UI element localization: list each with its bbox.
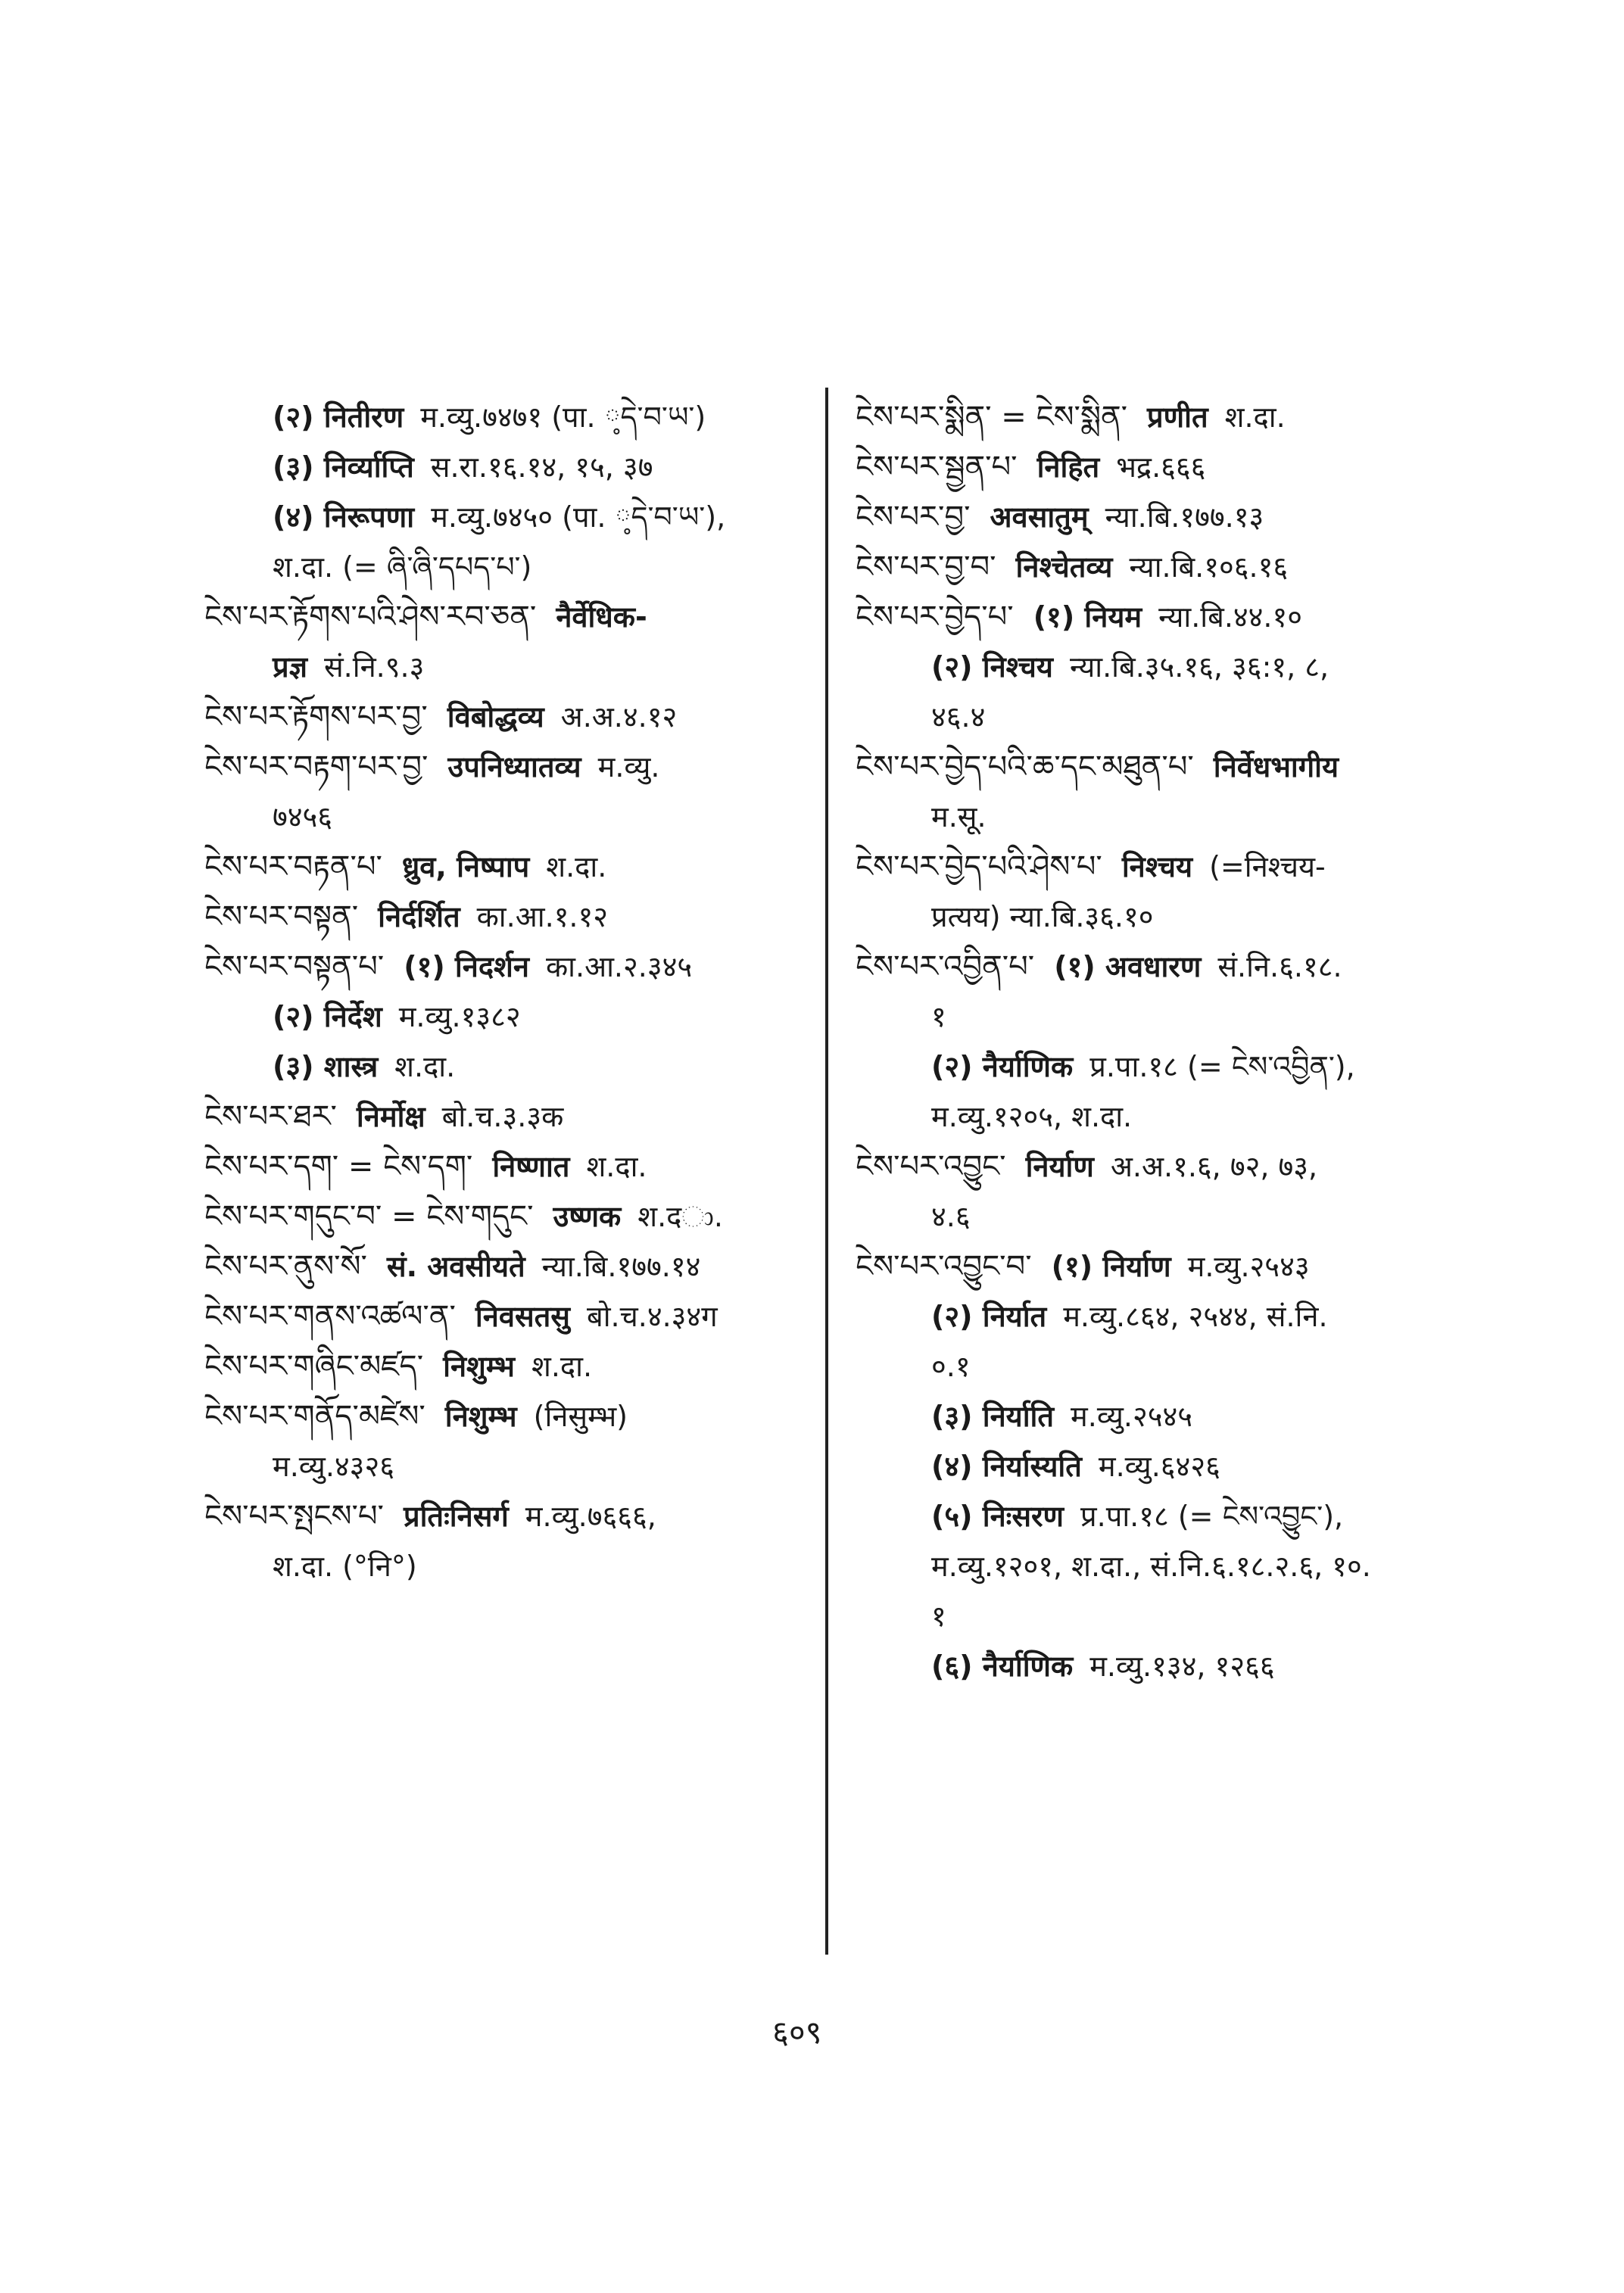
dictionary-line: [204, 1491, 803, 1541]
tibetan-term: ངེས་པར་གདུང་བ་ = ངེས་གདུང་: [204, 1199, 534, 1234]
dictionary-line: [856, 1042, 1461, 1092]
sanskrit-equivalent: प्रणीत: [1147, 400, 1208, 434]
dictionary-line: [856, 542, 1461, 592]
dictionary-line: [856, 1092, 1461, 1142]
tibetan-term: ངེས་པར་སྨིན་ = ངེས་སྨིན་: [856, 400, 1128, 435]
sanskrit-equivalent: निर्वेधभागीय: [1213, 750, 1339, 784]
source-reference: १: [931, 1000, 946, 1033]
dictionary-line: [856, 842, 1461, 892]
dictionary-line: [204, 1092, 803, 1142]
dictionary-line: [204, 1042, 803, 1092]
dictionary-line: [856, 1142, 1461, 1192]
source-reference: ७४५६: [273, 800, 333, 833]
source-reference: न्या.बि.१०६.१६: [1129, 550, 1289, 584]
right-column: [856, 392, 1461, 1691]
sanskrit-equivalent: निर्दर्शित: [378, 900, 460, 933]
sanskrit-equivalent: (२) निर्देश: [273, 1000, 382, 1033]
dictionary-line: [204, 792, 803, 842]
dictionary-line: [856, 792, 1461, 842]
sanskrit-equivalent: (५) निःसरण: [931, 1500, 1064, 1533]
tibetan-term: ངེས་པར་དག་ = ངེས་དག་: [204, 1149, 473, 1184]
dictionary-line: [856, 1192, 1461, 1242]
sanskrit-equivalent: निश्चेतव्य: [1015, 550, 1113, 584]
source-reference: (=निश्चय-: [1209, 850, 1326, 883]
dictionary-line: [204, 692, 803, 742]
source-reference: म.व्यु.: [597, 750, 660, 784]
tibetan-term: ངེས་པར་བརྟག་པར་བྱ་: [204, 749, 429, 784]
dictionary-line: [856, 1341, 1461, 1391]
sanskrit-equivalent: अवसातुम्: [990, 500, 1089, 534]
source-reference: अ.अ.१.६, ७२, ७३,: [1110, 1150, 1318, 1183]
sanskrit-equivalent: (१) निदर्शन: [404, 950, 529, 983]
tibetan-term: ངེས་པར་གནོད་མཛེས་: [204, 1399, 425, 1434]
tibetan-term: ངེས་པར་ནུས་སོ་: [204, 1249, 367, 1284]
sanskrit-equivalent: (१) निर्याण: [1051, 1250, 1171, 1283]
source-reference: बो.च.४.३४ग: [587, 1300, 718, 1333]
sanskrit-equivalent: (४) निर्यास्यति: [931, 1450, 1082, 1483]
source-reference: म.व्यु.७४५० (पा. ༷དེ་བ་ཡ་),: [431, 500, 726, 534]
dictionary-line: [856, 1641, 1461, 1691]
source-reference: श.दा.: [1224, 400, 1286, 434]
sanskrit-equivalent: विबोद्धव्य: [447, 700, 544, 734]
sanskrit-equivalent: प्रतिःनिसर्ग: [403, 1500, 509, 1533]
tibetan-term: ངེས་པར་བརྟན་པ་: [204, 849, 382, 884]
tibetan-term: ངེས་པར་བྱེད་པའི་ཆ་དང་མཐུན་པ་: [856, 749, 1194, 784]
source-reference: श.दा.: [394, 1050, 456, 1083]
tibetan-term: ངེས་པར་སྤངས་པ་: [204, 1499, 384, 1534]
dictionary-line: [204, 492, 803, 542]
dictionary-line: [856, 1291, 1461, 1341]
sanskrit-equivalent: प्रज्ञ: [273, 650, 307, 684]
source-reference: प्र.पा.१८ (= ངེས་འབྱུང་),: [1080, 1500, 1344, 1533]
dictionary-line: [204, 1541, 803, 1591]
source-reference: म.व्यु.१३४, १२६६: [1089, 1650, 1275, 1683]
dictionary-line: [204, 1142, 803, 1192]
source-reference: ४६.४: [931, 700, 986, 734]
dictionary-line: [204, 1341, 803, 1391]
left-column: [204, 392, 803, 1591]
dictionary-line: [856, 392, 1461, 442]
sanskrit-equivalent: (२) नैर्याणिक: [931, 1050, 1074, 1083]
source-reference: सं.नि.६.१८.: [1217, 950, 1342, 983]
dictionary-line: [856, 642, 1461, 692]
sanskrit-equivalent: (१) अवधारण: [1054, 950, 1202, 983]
sanskrit-equivalent: (३) निर्याति: [931, 1400, 1055, 1433]
dictionary-line: [856, 1491, 1461, 1541]
sanskrit-equivalent: (६) नैर्याणिक: [931, 1650, 1074, 1683]
source-reference: (निसुम्भ): [533, 1400, 628, 1433]
source-reference: म.सू.: [931, 800, 987, 833]
source-reference: न्या.बि.१७७.१३: [1105, 500, 1264, 534]
sanskrit-equivalent: निहित: [1036, 450, 1100, 484]
sanskrit-equivalent: ध्रुव, निष्पाप: [401, 850, 530, 883]
source-reference: न्या.बि.३५.१६, ३६:१, ८,: [1069, 650, 1329, 684]
sanskrit-equivalent: निर्याण: [1025, 1150, 1094, 1183]
source-reference: श.दा. (= ཞི་ཞི་དཔད་པ་): [273, 550, 532, 584]
tibetan-term: ངེས་པར་བྱེད་པའི་ཤེས་པ་: [856, 849, 1102, 884]
tibetan-term: ངེས་པར་བསྟན་: [204, 899, 359, 934]
dictionary-line: [204, 542, 803, 592]
tibetan-term: ངེས་པར་རྟོགས་པར་བྱ་: [204, 699, 428, 734]
dictionary-line: [204, 892, 803, 942]
sanskrit-equivalent: निशुम्भ: [444, 1400, 517, 1433]
sanskrit-equivalent: (२) निर्यात: [931, 1300, 1047, 1333]
dictionary-line: [204, 442, 803, 492]
dictionary-line: [856, 892, 1461, 942]
source-reference: श.दा.: [586, 1150, 647, 1183]
dictionary-line: [204, 992, 803, 1042]
dictionary-line: [856, 1441, 1461, 1491]
sanskrit-equivalent: निष्णात: [492, 1150, 570, 1183]
sanskrit-equivalent: नैर्वेधिक-: [556, 600, 647, 634]
dictionary-line: [856, 442, 1461, 492]
source-reference: सं.नि.९.३: [323, 650, 425, 684]
source-reference: म.व्यु.२५४३: [1187, 1250, 1310, 1283]
dictionary-line: [204, 942, 803, 992]
source-reference: म.व्यु.१२०१, श.दा., सं.नि.६.१८.२.६, १०.: [931, 1550, 1371, 1583]
dictionary-line: [204, 592, 803, 642]
dictionary-line: [204, 1192, 803, 1242]
sanskrit-equivalent: निशुम्भ: [443, 1350, 516, 1383]
tibetan-term: ངེས་པར་འབྱུང་: [856, 1149, 1006, 1184]
tibetan-term: ངེས་པར་ཐར་: [204, 1099, 337, 1134]
sanskrit-equivalent: (३) शास्त्र: [273, 1050, 379, 1083]
source-reference: म.व्यु.७६६६,: [525, 1500, 656, 1533]
sanskrit-equivalent: (२) नितीरण: [273, 400, 404, 434]
source-reference: न्या.बि.१७७.१४: [541, 1250, 701, 1283]
dictionary-line: [204, 1242, 803, 1291]
tibetan-term: ངེས་པར་བྱེད་པ་: [856, 600, 1014, 634]
sanskrit-equivalent: सं. अवसीयते: [386, 1250, 525, 1283]
source-reference: म.व्यु.८६४, २५४४, सं.नि.: [1063, 1300, 1328, 1333]
source-reference: अ.अ.४.१२: [560, 700, 678, 734]
source-reference: ०.१: [931, 1350, 971, 1383]
sanskrit-equivalent: (४) निरूपणा: [273, 500, 415, 534]
dictionary-line: [204, 392, 803, 442]
tibetan-term: ངེས་པར་སྦྱན་པ་: [856, 450, 1018, 484]
source-reference: ४.६: [931, 1200, 971, 1233]
dictionary-line: [856, 942, 1461, 992]
dictionary-line: [204, 1291, 803, 1341]
source-reference: बो.च.३.३क: [441, 1100, 564, 1133]
tibetan-term: ངེས་པར་བྱ་བ་: [856, 550, 996, 584]
dictionary-line: [204, 842, 803, 892]
source-reference: श.दා.: [637, 1200, 723, 1233]
source-reference: स.रा.१६.१४, १५, ३७: [430, 450, 653, 484]
sanskrit-equivalent: उष्णक: [553, 1200, 622, 1233]
dictionary-line: [856, 692, 1461, 742]
tibetan-term: ངེས་པར་འབྱིན་པ་: [856, 949, 1035, 984]
column-divider: [825, 388, 828, 1955]
source-reference: म.व्यु.१२०५, श.दा.: [931, 1100, 1133, 1133]
source-reference: म.व्यु.२५४५: [1071, 1400, 1193, 1433]
source-reference: प्रत्यय) न्या.बि.३६.१०: [931, 900, 1154, 933]
source-reference: न्या.बि.४४.१०: [1158, 600, 1303, 634]
dictionary-line: [856, 592, 1461, 642]
source-reference: श.दा. (°नि°): [273, 1550, 417, 1583]
sanskrit-equivalent: उपनिध्यातव्य: [447, 750, 581, 784]
dictionary-line: [204, 742, 803, 792]
dictionary-line: [856, 1541, 1461, 1591]
tibetan-term: ངེས་པར་གཞིང་མཛད་: [204, 1349, 424, 1384]
sanskrit-equivalent: निवसतसु: [475, 1300, 570, 1333]
tibetan-term: ངེས་པར་བསྟན་པ་: [204, 949, 385, 984]
dictionary-line: [204, 642, 803, 692]
source-reference: म.व्यु.१३८२: [398, 1000, 521, 1033]
sanskrit-equivalent: निश्चय: [1121, 850, 1193, 883]
dictionary-line: [856, 1242, 1461, 1291]
dictionary-line: [856, 992, 1461, 1042]
source-reference: श.दा.: [531, 1350, 593, 1383]
dictionary-line: [204, 1441, 803, 1491]
source-reference: श.दा.: [546, 850, 607, 883]
dictionary-line: [856, 1391, 1461, 1441]
sanskrit-equivalent: (१) नियम: [1033, 600, 1142, 634]
source-reference: का.आ.१.१२: [476, 900, 609, 933]
page-number: ६०९: [772, 2014, 822, 2051]
source-reference: म.व्यु.४३२६: [273, 1450, 394, 1483]
dictionary-line: [204, 1391, 803, 1441]
source-reference: म.व्यु.६४२६: [1098, 1450, 1220, 1483]
sanskrit-equivalent: (२) निश्चय: [931, 650, 1053, 684]
source-reference: १: [931, 1600, 946, 1633]
dictionary-line: [856, 1591, 1461, 1641]
dictionary-line: [856, 742, 1461, 792]
tibetan-term: ངེས་པར་རྟོགས་པའི་ཤེས་རབ་ཅན་: [204, 600, 537, 634]
source-reference: भद्र.६६६: [1116, 450, 1206, 484]
sanskrit-equivalent: (३) निर्व्याप्ति: [273, 450, 414, 484]
tibetan-term: ངེས་པར་འབྱུང་བ་: [856, 1249, 1032, 1284]
sanskrit-equivalent: निर्मोक्ष: [356, 1100, 425, 1133]
source-reference: प्र.पा.१८ (= ངེས་འབྱིན་),: [1089, 1050, 1355, 1083]
source-reference: म.व्यु.७४७१ (पा. ༷དེ་བ་ཡ་): [420, 400, 706, 434]
tibetan-term: ངེས་པར་བྱ་: [856, 500, 971, 534]
tibetan-term: ངེས་པར་གནས་འཚལ་ན་: [204, 1299, 456, 1334]
dictionary-line: [856, 492, 1461, 542]
source-reference: का.आ.२.३४५: [545, 950, 693, 983]
